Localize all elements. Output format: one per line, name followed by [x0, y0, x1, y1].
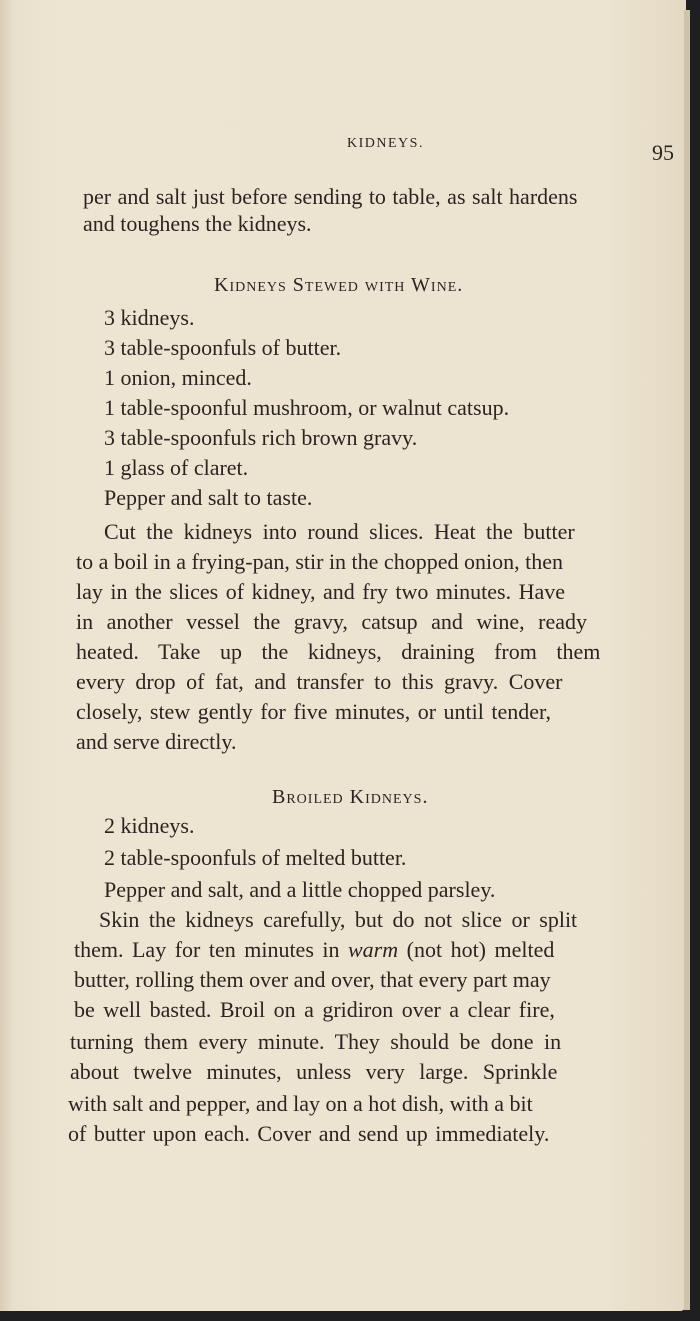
method-line: and serve directly.	[76, 729, 237, 754]
ingredient-item: Pepper and salt to taste.	[104, 485, 313, 510]
ingredient-item: 3 table-spoonfuls of butter.	[104, 335, 342, 360]
method-line: lay in the slices of kidney, and fry two minutes. Have	[76, 579, 566, 604]
method-line: butter, rolling them over and over, that every part may	[74, 967, 551, 992]
method-line: closely, stew gently for five minutes, or until tender,	[76, 699, 551, 724]
intro-line: per and salt just before sending to table, as salt hardens	[83, 184, 578, 209]
running-head: KIDNEYS.	[347, 136, 424, 151]
method-line: every drop of fat, and transfer to this gravy. Cover	[76, 669, 563, 694]
method-line: with salt and pepper, and lay on a hot dish, with a bit	[68, 1091, 533, 1116]
method-line: turning them every minute. They should be done in	[70, 1029, 562, 1054]
method-line: Cut the kidneys into round slices. Heat the butter	[104, 519, 575, 544]
method-line: in another vessel the gravy, catsup and wine, ready	[76, 609, 587, 634]
method-line: of butter upon each. Cover and send up immediately.	[68, 1121, 550, 1146]
page-number: 95	[652, 140, 674, 165]
recipe-title: Broiled Kidneys.	[272, 786, 429, 808]
ingredient-item: 1 table-spoonful mushroom, or walnut catsup.	[104, 395, 510, 420]
ingredient-item: 2 table-spoonfuls of melted butter.	[104, 845, 407, 870]
italic-word: warm	[348, 937, 399, 962]
method-text: them. Lay for ten minutes in	[74, 937, 348, 962]
ingredient-item: 1 onion, minced.	[104, 365, 252, 390]
method-line: about twelve minutes, unless very large. Sprinkle	[70, 1059, 558, 1084]
intro-line: and toughens the kidneys.	[83, 211, 312, 236]
ingredient-item: 1 glass of claret.	[104, 455, 249, 480]
method-line: Skin the kidneys carefully, but do not slice or split	[99, 907, 578, 932]
method-line: heated. Take up the kidneys, draining from them	[76, 639, 601, 664]
ingredient-item: 3 table-spoonfuls rich brown gravy.	[104, 425, 418, 450]
method-text: (not hot) melted	[398, 937, 555, 962]
ingredient-item: 2 kidneys.	[104, 813, 195, 838]
ingredient-item: 3 kidneys.	[104, 305, 195, 330]
ingredient-item: Pepper and salt, and a little chopped parsley.	[104, 877, 496, 902]
method-line: to a boil in a frying-pan, stir in the chopped onion, then	[76, 549, 563, 574]
method-line: be well basted. Broil on a gridiron over a clear fire,	[74, 997, 555, 1022]
method-line	[74, 936, 554, 964]
recipe-title: Kidneys Stewed with Wine.	[214, 274, 464, 296]
